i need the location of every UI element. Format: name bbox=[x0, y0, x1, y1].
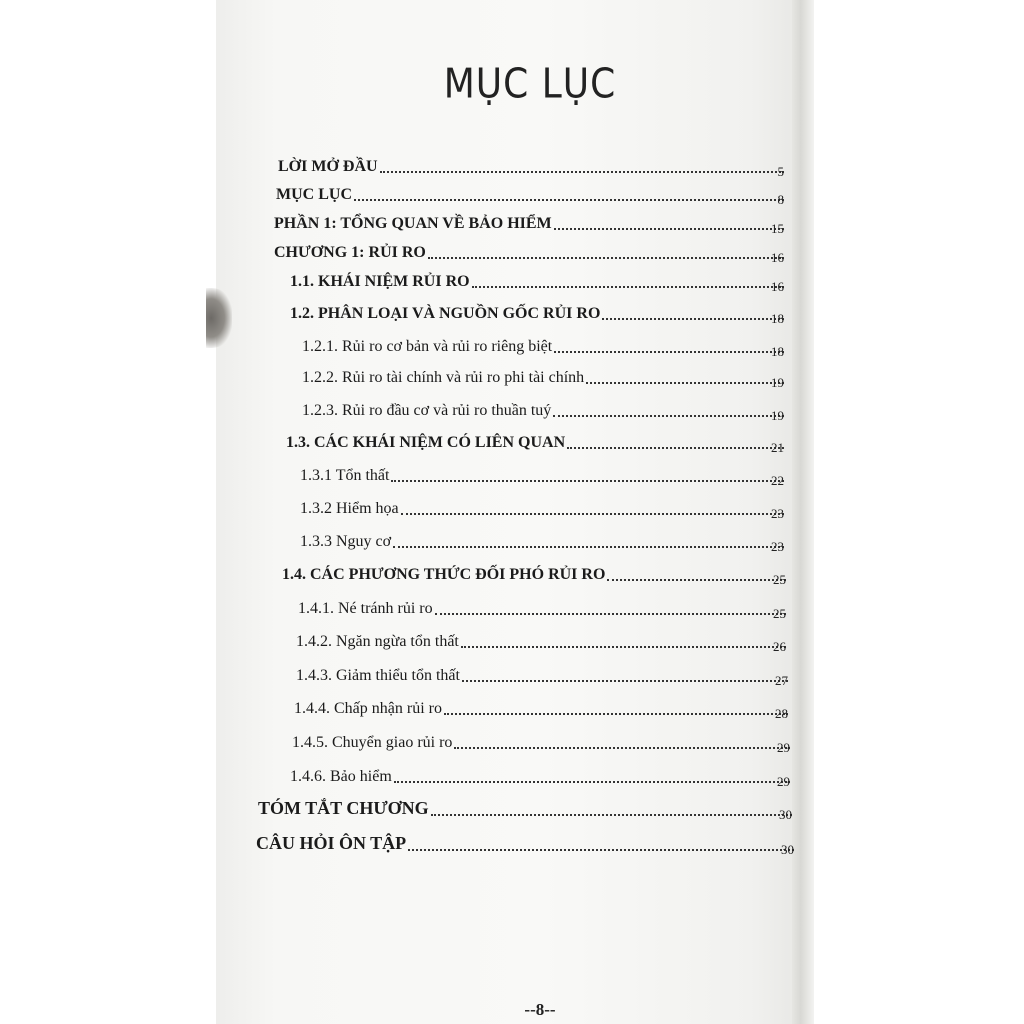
toc-entry-label: 1.4.2. Ngăn ngừa tổn thất bbox=[296, 633, 459, 650]
toc-leader bbox=[354, 199, 784, 201]
toc-entry-label: 1.4.4. Chấp nhận rủi ro bbox=[294, 700, 442, 717]
toc-entry-label: 1.2. PHÂN LOẠI VÀ NGUỒN GỐC RỦI RO bbox=[290, 305, 601, 322]
toc-leader bbox=[428, 257, 784, 259]
toc-entry bbox=[300, 459, 784, 488]
toc-leader bbox=[431, 814, 792, 816]
toc-leader bbox=[408, 849, 794, 851]
toc-entry-page: 23 bbox=[771, 539, 784, 554]
toc-entry bbox=[274, 207, 784, 236]
toc-entry bbox=[298, 592, 786, 621]
toc-leader bbox=[607, 579, 786, 581]
toc-entry bbox=[296, 625, 786, 654]
toc-entry bbox=[258, 793, 792, 822]
toc-leader bbox=[401, 513, 784, 515]
toc-entry-page: 16 bbox=[771, 279, 784, 294]
toc-entry-page: 26 bbox=[773, 639, 786, 654]
toc-entry bbox=[278, 150, 784, 179]
toc-leader bbox=[567, 447, 784, 449]
page-title: MỤC LỤC bbox=[443, 60, 617, 109]
toc-entry bbox=[292, 726, 790, 755]
toc-entry bbox=[286, 426, 784, 455]
toc-leader bbox=[554, 351, 784, 353]
toc-entry-page: 27 bbox=[775, 673, 788, 688]
toc-entry bbox=[302, 330, 784, 359]
toc-leader bbox=[602, 318, 784, 320]
toc-entry-page: 8 bbox=[777, 192, 784, 207]
toc-entry-page: 22 bbox=[771, 473, 784, 488]
toc-entry-page: 16 bbox=[771, 250, 784, 265]
toc-entry bbox=[296, 659, 788, 688]
toc-entry-page: 29 bbox=[777, 740, 790, 755]
toc-entry-page: 28 bbox=[775, 706, 788, 721]
page-number: --8-- bbox=[524, 1000, 556, 1019]
toc-entry-label: 1.4.1. Né tránh rủi ro bbox=[298, 600, 433, 617]
page-edge bbox=[792, 0, 814, 1024]
toc-entry-label: 1.4.3. Giảm thiểu tổn thất bbox=[296, 667, 460, 684]
toc-entry-page: 21 bbox=[771, 440, 784, 455]
toc-entry bbox=[302, 361, 784, 390]
toc-leader bbox=[380, 171, 784, 173]
page-tab-shadow bbox=[206, 288, 232, 348]
toc-entry bbox=[290, 265, 784, 294]
toc-entry-label: CHƯƠNG 1: RỦI RO bbox=[274, 244, 426, 261]
toc-entry bbox=[294, 692, 788, 721]
toc-entry-page: 30 bbox=[781, 842, 794, 857]
toc-entry-page: 18 bbox=[771, 344, 784, 359]
toc-entry bbox=[282, 558, 786, 587]
toc-entry-label: 1.1. KHÁI NIỆM RỦI RO bbox=[290, 273, 470, 290]
toc-entry-page: 29 bbox=[777, 774, 790, 789]
toc-entry-label: 1.3. CÁC KHÁI NIỆM CÓ LIÊN QUAN bbox=[286, 434, 566, 451]
toc-entry bbox=[302, 394, 784, 423]
toc-entry-page: 18 bbox=[771, 311, 784, 326]
toc-leader bbox=[391, 480, 784, 482]
toc-leader bbox=[454, 747, 790, 749]
toc-entry-label: 1.2.1. Rủi ro cơ bản và rủi ro riêng biệt bbox=[302, 338, 553, 355]
toc-entry-page: 25 bbox=[773, 606, 786, 621]
toc-leader bbox=[435, 613, 786, 615]
toc-entry-page: 19 bbox=[771, 375, 784, 390]
toc-entry-label: 1.2.2. Rủi ro tài chính và rủi ro phi tài chính bbox=[302, 369, 585, 386]
toc-entry-label: 1.2.3. Rủi ro đầu cơ và rủi ro thuần tuý bbox=[302, 402, 552, 419]
toc-entry-label: 1.3.3 Nguy cơ bbox=[300, 533, 392, 550]
toc-entry-page: 30 bbox=[779, 807, 792, 822]
toc-entry-label: TÓM TẮT CHƯƠNG bbox=[258, 798, 429, 818]
toc-entry-label: LỜI MỞ ĐẦU bbox=[278, 158, 378, 175]
toc-leader bbox=[472, 286, 784, 288]
toc-entry-label: CÂU HỎI ÔN TẬP bbox=[256, 833, 407, 853]
toc-entry bbox=[274, 236, 784, 265]
toc-entry-page: 25 bbox=[773, 572, 786, 587]
toc-entry bbox=[300, 525, 784, 554]
toc-leader bbox=[554, 228, 784, 230]
toc-leader bbox=[461, 646, 786, 648]
toc-entry-page: 23 bbox=[771, 506, 784, 521]
toc-entry-label: 1.3.1 Tổn thất bbox=[300, 467, 390, 484]
toc-entry-label: PHẦN 1: TỔNG QUAN VỀ BẢO HIỂM bbox=[274, 215, 552, 232]
toc-leader bbox=[444, 713, 788, 715]
toc-entry-label: 1.4.5. Chuyển giao rủi ro bbox=[292, 734, 453, 751]
toc-entry-label: 1.4. CÁC PHƯƠNG THỨC ĐỐI PHÓ RỦI RO bbox=[282, 566, 606, 583]
toc-entry-label: MỤC LỤC bbox=[276, 186, 352, 203]
toc-entry bbox=[300, 492, 784, 521]
toc-leader bbox=[394, 781, 790, 783]
toc-entry-page: 19 bbox=[771, 408, 784, 423]
toc-entry bbox=[276, 178, 784, 207]
toc-leader bbox=[462, 680, 788, 682]
toc-leader bbox=[553, 415, 784, 417]
toc-entry-label: 1.4.6. Bảo hiểm bbox=[290, 768, 392, 785]
toc-entry bbox=[290, 297, 784, 326]
toc-leader bbox=[586, 382, 784, 384]
toc-entry-page: 5 bbox=[777, 164, 784, 179]
toc-entry bbox=[290, 760, 790, 789]
toc-leader bbox=[393, 546, 784, 548]
toc-entry bbox=[256, 828, 794, 857]
toc-entry-page: 15 bbox=[771, 221, 784, 236]
toc-entry-label: 1.3.2 Hiểm họa bbox=[300, 500, 399, 517]
